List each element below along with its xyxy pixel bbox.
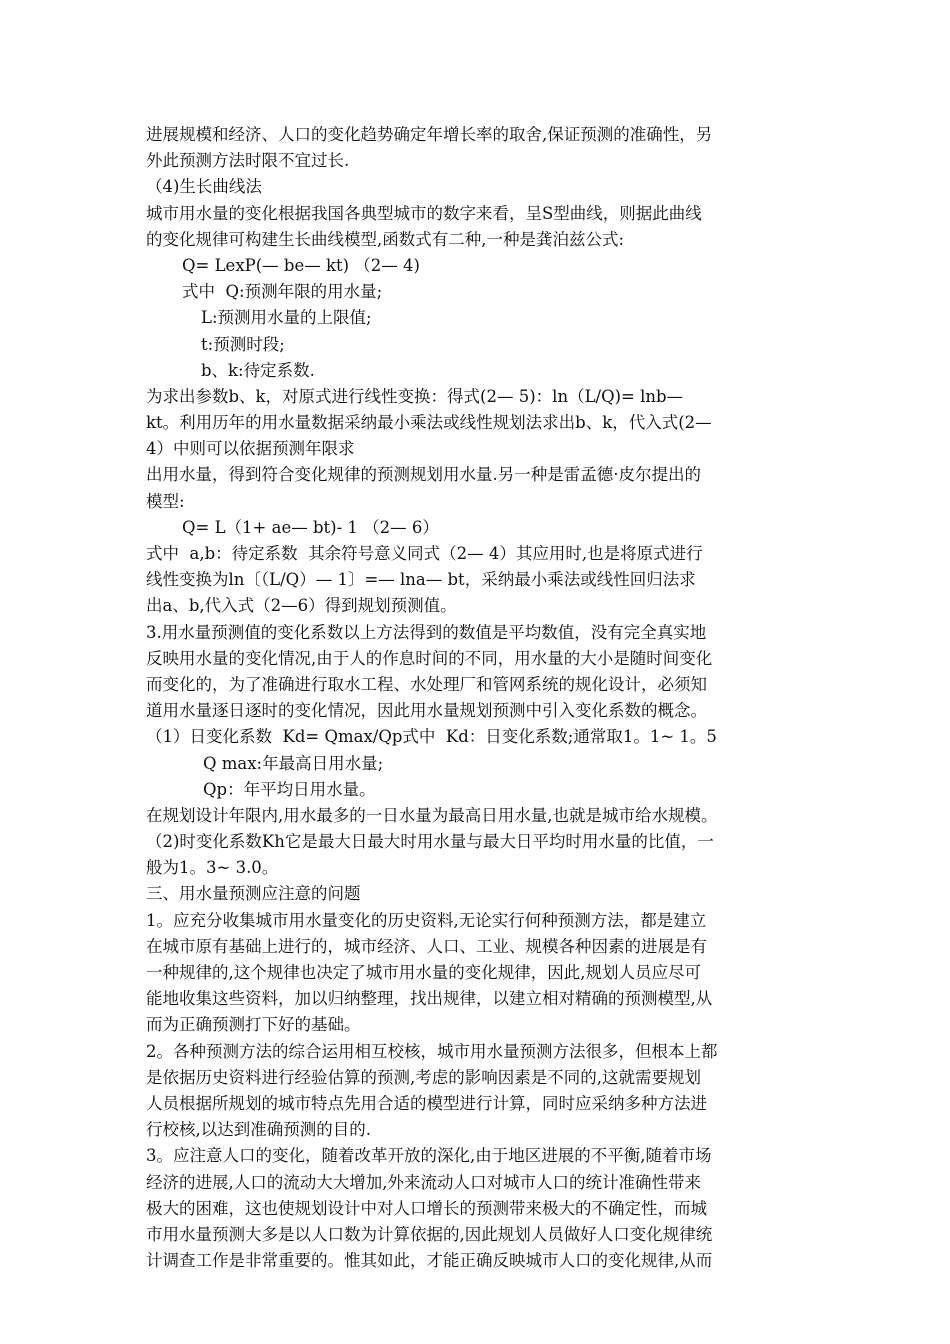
text-line: 能地收集这些资料，加以归纳整理，找出规律，以建立相对精确的预测模型,从: [146, 989, 713, 1009]
text-line: 人员根据所规划的城市特点先用合适的模型进行计算，同时应采纳多种方法进: [146, 1093, 707, 1113]
text-line: 般为1。3~ 3.0。: [146, 858, 279, 878]
text-line: 出a、b,代入式（2—6）得到规划预测值。: [146, 596, 457, 616]
text-line: 计调查工作是非常重要的。惟其如此，才能正确反映城市人口的变化规律,从而: [146, 1251, 713, 1271]
section-heading: （4)生长曲线法: [146, 177, 262, 197]
text-line: 外此预测方法时限不宜过长.: [146, 151, 350, 171]
formula-note: 式中 Q:预测年限的用水量;: [182, 282, 383, 302]
text-line: 市用水量预测大多是以人口数为计算依据的,因此规划人员做好人口变化规律统: [146, 1224, 713, 1244]
text-line: （1）日变化系数 Kd= Qmax/Qp式中 Kd：日变化系数;通常取1。1~ 1。5: [146, 727, 717, 747]
text-line: 而变化的，为了准确进行取水工程、水处理厂和管网系统的规化设计，必须知: [146, 674, 707, 694]
section-heading: 三、用水量预测应注意的问题: [146, 884, 361, 904]
text-line: 行校核,以达到准确预测的目的.: [146, 1120, 371, 1140]
text-line: 1。应充分收集城市用水量变化的历史资料,无论实行何种预测方法，都是建立: [146, 910, 707, 930]
text-line: 出用水量，得到符合变化规律的预测规划用水量.另一种是雷孟德·皮尔提出的: [146, 465, 701, 485]
text-line: （2)时变化系数Kh它是最大日最大时用水量与最大日平均时用水量的比值，一: [146, 832, 714, 852]
text-line: 的变化规律可构建生长曲线模型,函数式有二种,一种是龚泊兹公式:: [146, 229, 625, 249]
formula-note: b、k:待定系数.: [201, 360, 315, 380]
text-line: 在规划设计年限内,用水最多的一日水量为最高日用水量,也就是城市给水规模。: [146, 805, 718, 825]
formula-note: Q max:年最高日用水量;: [203, 753, 384, 773]
text-line: 经济的进展,人口的流动大大增加,外来流动人口对城市人口的统计准确性带来: [146, 1172, 701, 1192]
formula-line: Q= L（1+ ae— bt)- 1 （2— 6）: [182, 517, 439, 537]
text-line: 为求出参数b、k，对原式进行线性变换：得式(2— 5)：ln（L/Q)= lnb—: [146, 386, 684, 406]
text-line: 3.用水量预测值的变化系数以上方法得到的数值是平均数值，没有完全真实地: [146, 622, 707, 642]
text-line: 3。应注意人口的变化，随着改革开放的深化,由于地区进展的不平衡,随着市场: [146, 1146, 712, 1166]
text-line: 式中 a,b：待定系数 其余符号意义同式（2— 4）其应用时,也是将原式进行: [146, 544, 703, 563]
text-line: 反映用水量的变化情况,由于人的作息时间的不同，用水量的大小是随时间变化: [146, 648, 713, 668]
formula-line: Q= LexP(— be— kt) （2— 4): [182, 255, 420, 275]
text-line: 线性变换为ln〔（L/Q）— 1〕=— lna— bt，采纳最小乘法或线性回归法求: [146, 570, 696, 590]
text-line: 2。各种预测方法的综合运用相互校核，城市用水量预测方法很多，但根本上都: [146, 1041, 718, 1061]
text-line: 模型:: [146, 491, 185, 511]
text-line: 是依据历史资料进行经验估算的预测,考虑的影响因素是不同的,这就需要规划: [146, 1067, 701, 1087]
text-line: 在城市原有基础上进行的，城市经济、人口、工业、规模各种因素的进展是有: [146, 936, 707, 956]
formula-note: L:预测用水量的上限值;: [201, 308, 372, 328]
formula-note: Qp：年平均日用水量。: [203, 779, 376, 799]
text-line: 4）中则可以依据预测年限求: [146, 439, 355, 459]
text-line: 城市用水量的变化根据我国各典型城市的数字来看，呈S型曲线，则据此曲线: [146, 203, 702, 223]
text-line: 进展规模和经济、人口的变化趋势确定年增长率的取舍,保证预测的准确性，另: [146, 125, 713, 144]
text-line: 一种规律的,这个规律也决定了城市用水量的变化规律，因此,规划人员应尽可: [146, 963, 701, 982]
text-line: 极大的困难，这也使规划设计中对人口增长的预测带来极大的不确定性，而城: [146, 1198, 707, 1218]
text-line: 道用水量逐日逐时的变化情况，因此用水量规划预测中引入变化系数的概念。: [146, 701, 707, 721]
text-line: kt。利用历年的用水量数据采纳最小乘法或线性规划法求出b、k，代入式(2—: [146, 413, 712, 433]
text-line: 而为正确预测打下好的基础。: [146, 1015, 361, 1035]
formula-note: t:预测时段;: [201, 334, 285, 354]
document-body: [146, 122, 812, 1274]
